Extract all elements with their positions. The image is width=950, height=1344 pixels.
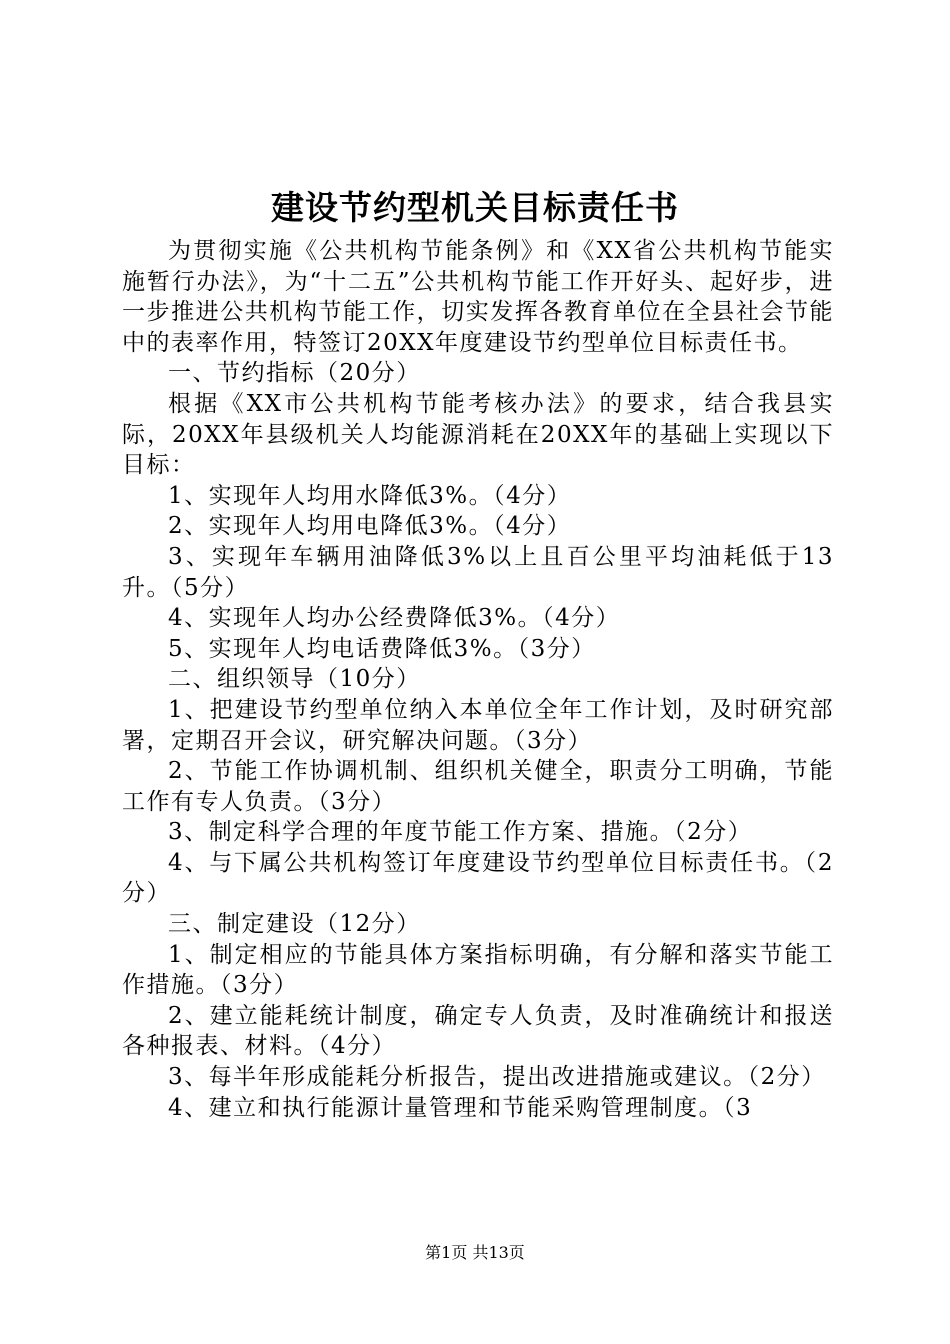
list-item: 3、每半年形成能耗分析报告，提出改进措施或建议。（2分） xyxy=(168,1064,826,1091)
list-item: 1、制定相应的节能具体方案指标明确，有分解和落实节能工作措施。（3分） xyxy=(122,941,834,999)
page-footer: 第1页 共13页 xyxy=(425,1243,525,1262)
list-item: 1、实现年人均用水降低3%。（4分） xyxy=(168,482,572,509)
list-item: 3、实现年车辆用油降低3%以上且百公里平均油耗低于13升。（5分） xyxy=(122,543,834,601)
list-item: 4、建立和执行能源计量管理和节能采购管理制度。（3 xyxy=(168,1094,753,1121)
list-item: 2、建立能耗统计制度，确定专人负责，及时准确统计和报送各种报表、材料。（4分） xyxy=(122,1002,834,1060)
list-item: 3、制定科学合理的年度节能工作方案、措施。（2分） xyxy=(168,819,753,846)
list-item: 4、与下属公共机构签订年度建设节约型单位目标责任书。（2分） xyxy=(122,849,834,907)
section-heading-3: 三、制定建设（12分） xyxy=(168,911,421,938)
paragraph-intro: 为贯彻实施《公共机构节能条例》和《XX省公共机构节能实施暂行办法》，为“十二五”公共机构节能工作开好头、起好步，进一步推进公共机构节能工作，切实发挥各教育单位在全县社会节能中的表率作用，特签订20XX年度建设节约型单位目标责任书。 xyxy=(122,238,834,356)
section-heading-1: 一、节约指标（20分） xyxy=(168,360,421,387)
paragraph: 根据《XX市公共机构节能考核办法》的要求，结合我县实际，20XX年县级机关人均能源消耗在20XX年的基础上实现以下目标： xyxy=(122,390,834,479)
list-item: 2、实现年人均用电降低3%。（4分） xyxy=(168,513,572,540)
document-body xyxy=(122,236,834,1123)
section-heading-2: 二、组织领导（10分） xyxy=(168,666,421,693)
list-item: 5、实现年人均电话费降低3%。（3分） xyxy=(168,635,596,662)
list-item: 2、节能工作协调机制、组织机关健全，职责分工明确，节能工作有专人负责。（3分） xyxy=(122,758,834,815)
list-item: 4、实现年人均办公经费降低3%。（4分） xyxy=(168,605,621,632)
list-item: 1、把建设节约型单位纳入本单位全年工作计划，及时研究部署，定期召开会议，研究解决问题。（3分） xyxy=(122,696,834,754)
document-title: 建设节约型机关目标责任书 xyxy=(271,188,679,227)
